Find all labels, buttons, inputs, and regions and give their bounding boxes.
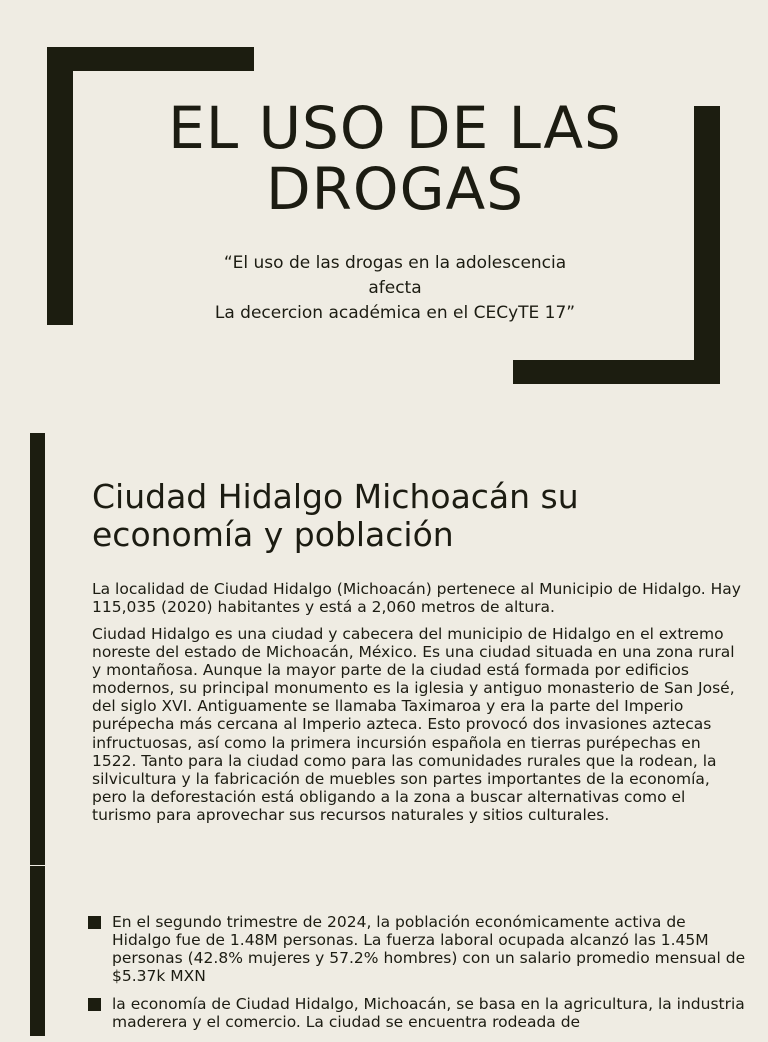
square-bullet-icon [88,998,101,1011]
slide-title-line-2: DROGAS [265,155,525,223]
bullet-text: la economía de Ciudad Hidalgo, Michoacán, se basa en la agricultura, la industria maderera y el comercio. La ciudad se encuentra rodeada de [112,995,745,1032]
bullet-item [88,913,748,985]
slide2-paragraph-population: La localidad de Ciudad Hidalgo (Michoacán) pertenece al Municipio de Hidalgo. Hay 115,035 (2020) habitantes y está a 2,060 metros de altura. [92,580,741,617]
title-frame-left-bar [47,47,73,325]
title-frame-bottom-bar [513,360,720,384]
subtitle-line-3: La decercion académica en el CECyTE 17” [214,303,576,323]
subtitle-line-1: “El uso de las drogas en la adolescencia [223,253,567,273]
slide2-heading-line-1: Ciudad Hidalgo Michoacán su [92,477,579,516]
slide2-heading [92,478,732,554]
title-frame-top-bar [47,47,254,71]
slide-title [80,94,710,223]
bullet-text: En el segundo trimestre de 2024, la población económicamente activa de Hidalgo fue de 1.48M personas. La fuerza laboral ocupada alcanzó las 1.45M personas (42.8% mujeres y 57.2% hombres) con un salario promedio mensual de $5.37k MXN [112,913,746,986]
slide2-heading-line-2: economía y población [92,515,454,554]
slide2-paragraph-history: Ciudad Hidalgo es una ciudad y cabecera del municipio de Hidalgo en el extremo noreste del estado de Michoacán, México. Es una ciudad situada en una zona rural y montañosa. Aunque la mayor parte de la ciudad está formada por edificios modernos, su principal monumento es la iglesia y antiguo monasterio de San José, del siglo XVI. Antiguamente se llamaba Taximaroa y era la parte del Imperio purépecha más cercana al Imperio azteca. Esto provocó dos invasiones aztecas infructuosas, así como la primera incursión española en tierras purépechas en 1522. Tanto para la ciudad como para las comunidades rurales que la rodean, la silvicultura y la fabricación de muebles son partes importantes de la economía, pero la deforestación está obligando a la zona a buscar alternativas como el turismo para aprovechar sus recursos naturales y sitios culturales. [92,625,735,824]
bullet-item [88,995,748,1031]
slide-title-line-1: EL USO DE LAS [168,94,622,162]
slide3-bullet-list [88,913,748,1042]
slide2-accent-bar [30,433,45,865]
slide3-accent-bar [30,866,45,1036]
subtitle-line-2: afecta [368,278,422,298]
slide-subtitle [150,251,640,326]
square-bullet-icon [88,916,101,929]
